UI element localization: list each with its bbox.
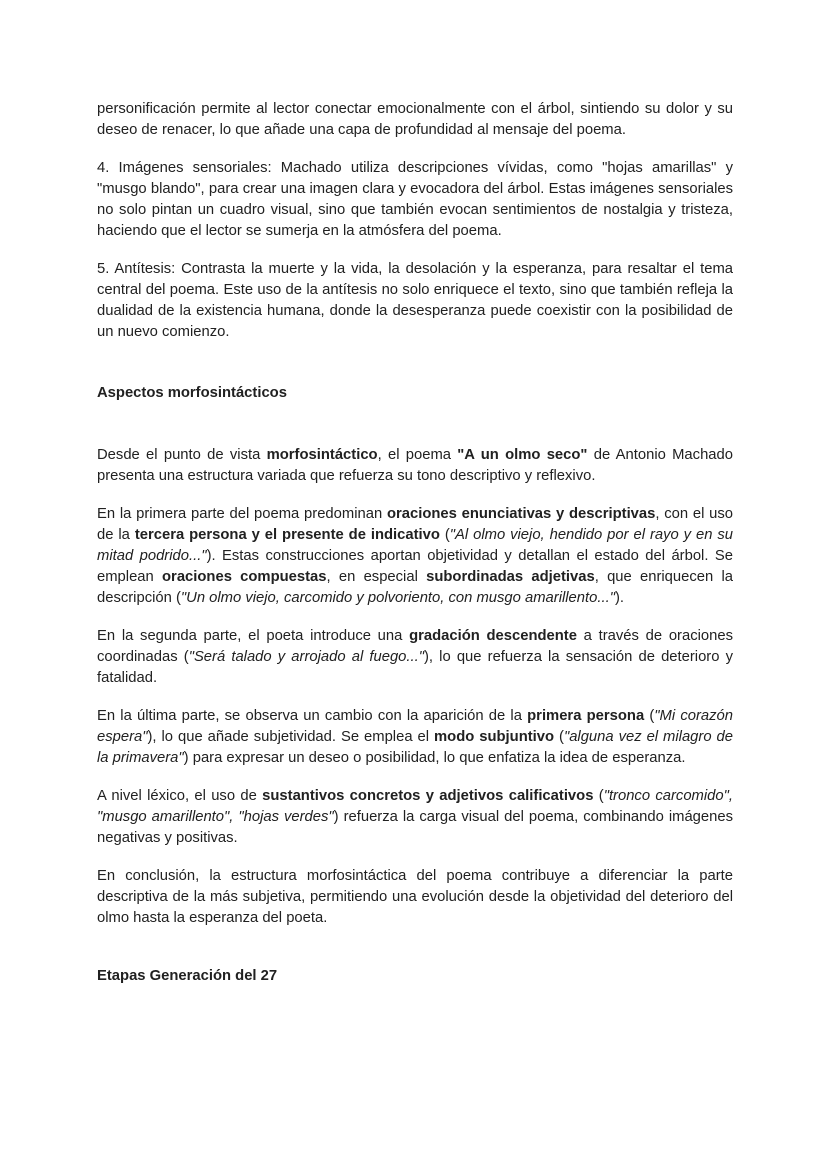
text-run: gradación descendente [409, 628, 577, 644]
text-run: ) refuerza la carga visual del poema, combinando imágenes negativas y positivas. [97, 809, 733, 846]
text-run: subordinadas adjetivas [426, 569, 595, 585]
text-run: 4. Imágenes sensoriales: Machado utiliza descripciones vívidas, como "hojas amarillas" y "musgo blando", para crear una imagen clara y evocadora del árbol. Estas imágenes sensoriales no solo pintan un cuadro visual, sino que también evocan sentimientos de nostalgia y tristeza, haciendo que el lector se sumerja en la atmósfera del poema. [97, 160, 733, 239]
text-run: oraciones enunciativas y descriptivas [386, 506, 656, 522]
text-run: 5. Antítesis: Contrasta la muerte y la vida, la desolación y la esperanza, para resaltar el tema central del poema. Este uso de la antítesis no solo enriquece el texto, sino que también refleja la dualidad de la existencia humana, donde la desesperanza puede coexistir con la posibilidad de un nuevo comienzo. [97, 261, 733, 340]
text-run: En conclusión, la estructura morfosintáctica del poema contribuye a diferenciar la parte descriptiva de la más subjetiva, permitiendo una evolución desde la objetividad del deterioro del olmo hasta la esperanza del poeta. [97, 868, 733, 926]
text-run: ( [593, 788, 604, 804]
text-run: ) para expresar un deseo o posibilidad, lo que enfatiza la idea de esperanza. [183, 750, 686, 766]
text-run: "A un olmo seco" [457, 447, 588, 463]
body-paragraph [97, 626, 733, 689]
text-run: de Antonio Machado presenta una estructura variada que refuerza su tono descriptivo y reflexivo. [97, 447, 733, 484]
text-run: oraciones compuestas [162, 569, 327, 585]
text-run: "Será talado y arrojado al fuego..." [188, 649, 424, 665]
text-run: "alguna vez el milagro de la primavera" [97, 729, 733, 766]
body-paragraph [97, 504, 733, 609]
body-paragraph [97, 158, 733, 242]
body-paragraph [97, 259, 733, 343]
text-run: morfosintáctico [266, 447, 378, 463]
section-heading-etapas-generacion-del-27: Etapas Generación del 27 [97, 968, 278, 984]
text-run: , con el uso de la [97, 506, 733, 543]
text-run: sustantivos concretos y adjetivos calificativos [262, 788, 594, 804]
text-run: , en especial [326, 569, 427, 585]
body-paragraph [97, 99, 733, 141]
text-run: "Al olmo viejo, hendido por el rayo y en su mitad podrido..." [97, 527, 734, 564]
text-run: ). [614, 590, 624, 606]
text-run: A nivel léxico, el uso de [97, 788, 263, 804]
text-run: primera persona [527, 708, 645, 724]
text-run: ( [439, 527, 450, 543]
text-run: , el poema [377, 447, 458, 463]
text-run: En la segunda parte, el poeta introduce una [97, 628, 410, 644]
text-run: En la última parte, se observa un cambio con la aparición de la [97, 708, 528, 724]
text-run: "Mi corazón espera" [97, 708, 733, 745]
text-run: En la primera parte del poema predominan [97, 506, 387, 522]
text-run: "tronco carcomido", "musgo amarillento", "hojas verdes" [97, 788, 733, 825]
text-run: ). Estas construcciones aportan objetividad y detallan el estado del árbol. Se emplean [97, 548, 733, 585]
text-run: tercera persona y el presente de indicativo [134, 527, 440, 543]
body-paragraph [97, 706, 733, 769]
body-paragraph [97, 866, 733, 929]
text-run: personificación permite al lector conectar emocionalmente con el árbol, sintiendo su dolor y su deseo de renacer, lo que añade una capa de profundidad al mensaje del poema. [97, 101, 733, 138]
text-run: ), lo que añade subjetividad. Se emplea el [147, 729, 434, 745]
body-paragraph [97, 445, 733, 487]
section-heading-aspectos-morfosintacticos: Aspectos morfosintácticos [97, 385, 287, 401]
text-run: modo subjuntivo [434, 729, 555, 745]
text-run: "Un olmo viejo, carcomido y polvoriento, con musgo amarillento..." [180, 590, 615, 606]
body-paragraph [97, 786, 733, 849]
text-run: Desde el punto de vista [97, 447, 267, 463]
text-run: ( [554, 729, 564, 745]
text-run: a través de oraciones coordinadas ( [97, 628, 733, 665]
text-run: ), lo que refuerza la sensación de deterioro y fatalidad. [97, 649, 733, 686]
text-run: ( [644, 708, 655, 724]
text-run: , que enriquecen la descripción ( [97, 569, 733, 606]
